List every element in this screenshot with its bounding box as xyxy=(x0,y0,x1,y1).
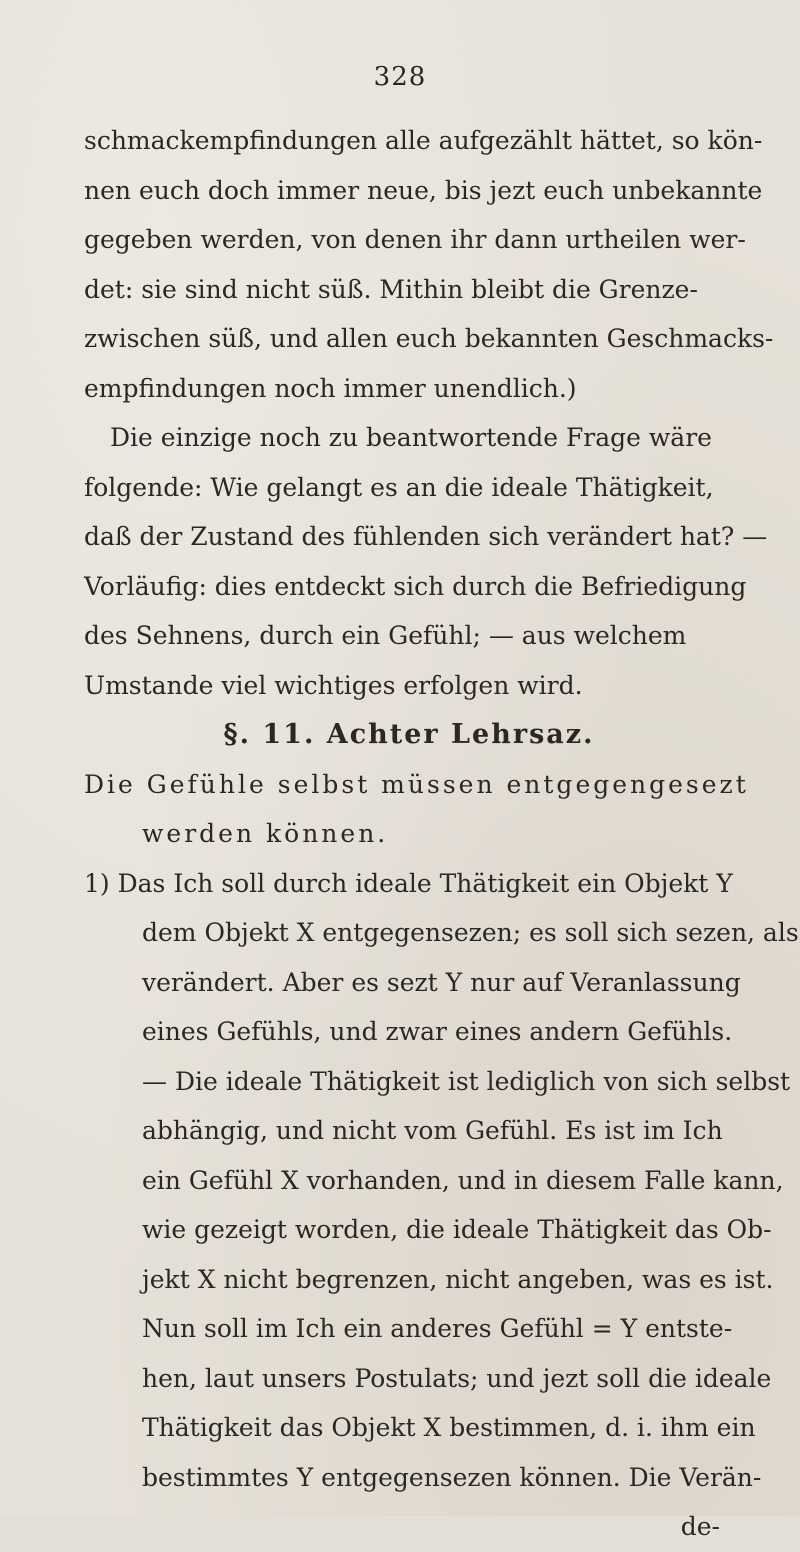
section-heading: §. 11. Achter Lehrsaz. xyxy=(223,719,595,750)
text-line: schmackempfindungen alle aufgezählt hättet, so kön- xyxy=(84,126,763,155)
text-line: Nun soll im Ich ein anderes Gefühl = Y entste- xyxy=(142,1314,733,1343)
text-line: zwischen süß, und allen euch bekannten Geschmacks- xyxy=(84,324,774,353)
text-line: dem Objekt X entgegensezen; es soll sich sezen, als xyxy=(142,918,799,947)
catchword: de- xyxy=(680,1512,720,1541)
text-line: wie gezeigt worden, die ideale Thätigkeit das Ob- xyxy=(142,1215,772,1244)
text-line: folgende: Wie gelangt es an die ideale Thätigkeit, xyxy=(84,472,714,502)
theorem-statement: werden können. xyxy=(142,819,389,848)
text-line: Umstande viel wichtiges erfolgen wird. xyxy=(84,670,583,700)
text-line: Die einzige noch zu beantwortende Frage wäre xyxy=(110,423,712,452)
text-line: nen euch doch immer neue, bis jezt euch unbekannte xyxy=(84,175,763,205)
text-line: daß der Zustand des fühlenden sich verändert hat? — xyxy=(84,522,768,551)
text-line: Vorläufig: dies entdeckt sich durch die Befriedigung xyxy=(84,571,747,601)
theorem-statement: Die Gefühle selbst müssen entgegengesezt xyxy=(84,769,749,799)
text-line: verändert. Aber es sezt Y nur auf Veranlassung xyxy=(142,967,741,997)
text-line: hen, laut unsers Postulats; und jezt soll die ideale xyxy=(142,1363,772,1393)
text-line: bestimmtes Y entgegensezen können. Die Verän- xyxy=(142,1462,762,1492)
page-number: 328 xyxy=(373,62,427,92)
text-line: jekt X nicht begrenzen, nicht angeben, was es ist. xyxy=(142,1264,774,1294)
text-line: Thätigkeit das Objekt X bestimmen, d. i. ihm ein xyxy=(142,1413,756,1442)
text-line: det: sie sind nicht süß. Mithin bleibt die Grenze- xyxy=(84,274,698,304)
text-line: 1) Das Ich soll durch ideale Thätigkeit ein Objekt Y xyxy=(84,868,733,898)
text-line: empfindungen noch immer unendlich.) xyxy=(84,373,577,403)
text-line: eines Gefühls, und zwar eines andern Gefühls. xyxy=(142,1017,733,1046)
text-line: des Sehnens, durch ein Gefühl; — aus welchem xyxy=(84,621,687,650)
body-text xyxy=(84,116,799,1552)
text-line: abhängig, und nicht vom Gefühl. Es ist im Ich xyxy=(142,1116,723,1145)
text-line: — Die ideale Thätigkeit ist lediglich von sich selbst xyxy=(142,1066,791,1096)
text-line: ein Gefühl X vorhanden, und in diesem Falle kann, xyxy=(142,1165,784,1195)
text-line: gegeben werden, von denen ihr dann urtheilen wer- xyxy=(84,225,746,254)
